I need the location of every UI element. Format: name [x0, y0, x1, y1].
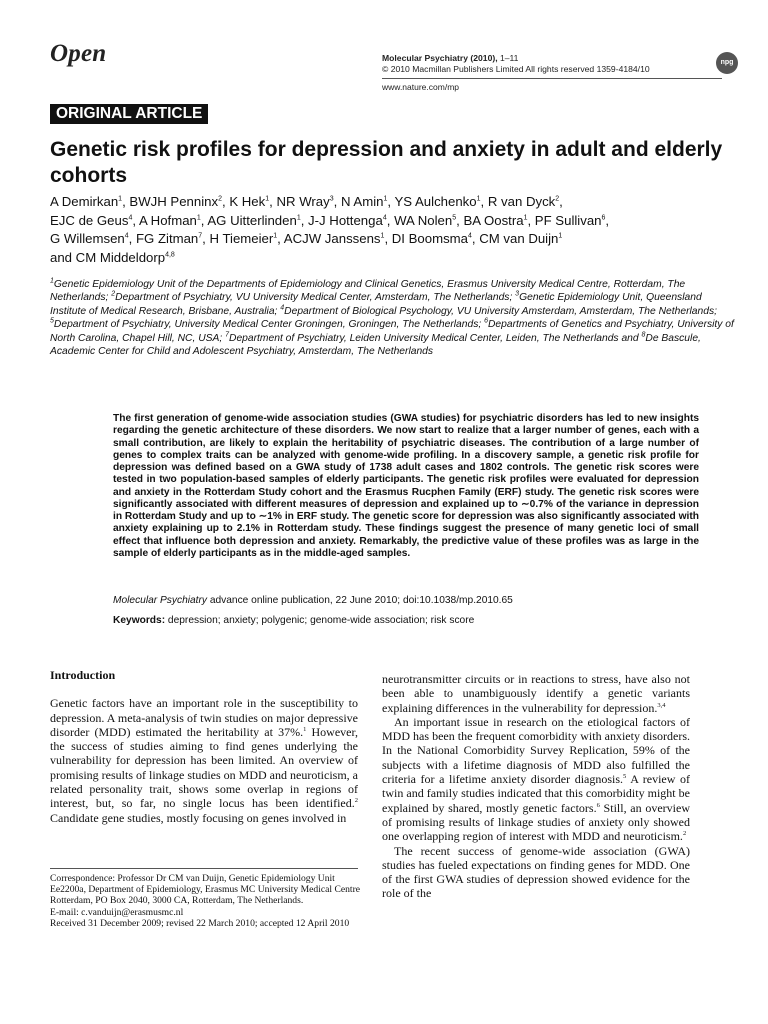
author-name[interactable]: ACJW Janssens — [283, 231, 381, 247]
affiliation-number: 5 — [50, 317, 54, 325]
body-text: An important issue in research on the etiological factors of MDD has been the frequent comorbidity with anxiety disorders. In the National Comorbidity Survey Replication, 59% of the subjects with a lifetime diagnosis of MDD also fulfilled the criteria for a lifetime anxiety disorder diagnosis. — [382, 714, 690, 787]
author-name[interactable]: WA Nolen — [394, 212, 453, 228]
body-text: Genetic factors have an important role in the susceptibility to depression. A meta-analysis of twin studies on major depressive disorder (MDD) estimated the heritability at 37%. — [50, 696, 358, 739]
left-column — [50, 668, 358, 825]
affiliation-mark: 2 — [555, 195, 560, 203]
affiliation-text: Department of Psychiatry, University Medical Center Groningen, Groningen, The Netherlands; — [53, 319, 485, 331]
affiliation-mark: 1 — [118, 195, 123, 203]
reference-mark[interactable]: 2 — [354, 797, 358, 805]
journal-name: Molecular Psychiatry (2010), — [382, 53, 498, 63]
citation-details: advance online publication, 22 June 2010; doi:10.1038/mp.2010.65 — [206, 595, 513, 606]
author-name[interactable]: NR Wray — [276, 194, 330, 209]
correspondence-address: Correspondence: Professor Dr CM van Duijn, Genetic Epidemiology Unit Ee2200a, Department of Epidemiology, Erasmus MC University Medical Centre Rotterdam, PO Box 2040, 3000 CA, Rotterdam, The Netherlands. — [50, 873, 361, 907]
body-paragraph: The recent success of genome-wide association (GWA) studies has fueled expectations on finding genes for MDD. One of the first GWA studies of depression showed evidence for the role of the — [382, 843, 690, 901]
body-paragraph — [382, 672, 690, 715]
author-name[interactable]: H Tiemeier — [209, 231, 274, 247]
footnote-divider — [50, 868, 358, 869]
body-text: A review of twin and family studies indicated that this comorbidity might be explained by shared, mostly genetic factors. — [382, 772, 690, 815]
reference-mark[interactable]: 5 — [623, 773, 627, 781]
affiliation-number: 2 — [111, 290, 116, 298]
journal-url[interactable]: www.nature.com/mp — [382, 82, 459, 92]
author-name[interactable]: N Amin — [340, 194, 384, 209]
author-name[interactable]: AG Uitterlinden — [207, 212, 297, 228]
author-list: A Demirkan$^1$, BWJH Penninx$^2$, K Hek$^1$, NR Wray$^3$, N Amin$^1$, YS Aulchenko$^1$, R van Dyck$^2$, EJC de Geus$^4$, A Hofman$^1$, AG Uitterlinden$^1$, J-J Hottenga$^4$, WA Nolen$^5$, BA Oostra$^1$, PF Sullivan$^6$, G Willemsen$^4$, FG Zitman$^7$, H Tiemeier$^1$, ACJW Janssens$^1$, DI Boomsma$^4$, CM van Duijn$^1$ and CM Middeldorp$^{4,8}$ — [50, 194, 610, 265]
received-dates: Received 31 December 2009; revised 22 March 2010; accepted 12 April 2010 — [50, 917, 350, 929]
affiliation-number: 8 — [641, 331, 646, 339]
author-joiner: and — [50, 249, 76, 265]
affiliation-mark: 3 — [329, 195, 334, 203]
affiliation-mark: 1 — [523, 214, 528, 222]
author-name[interactable]: J-J Hottenga — [308, 212, 383, 228]
abstract: The first generation of genome-wide association studies (GWA studies) for psychiatric disorders has led to new insights regarding the genetic architecture of these disorders. We now start to realize that a larger number of genes, each with a small contribution, are likely to explain the heritability of psychiatric diseases. The contribution of a large number of genes to complex traits can be analyzed with genome-wide profiling. In a discovery sample, a genetic risk profile for depression was defined based on a GWA study of 1738 adult cases and 1802 controls. The genetic risk scores were tested in two population-based samples of elderly participants. The genetic risk profiles were evaluated for depression and anxiety in the Rotterdam Study cohort and the Erasmus Rucphen Family (ERF) study. The genetic risk scores were significantly associated with different measures of depression and explained up to ∼0.7% of the variance in depression in Rotterdam Study and up to ∼1% in ERF study. The genetic score for depression was also significantly associated with anxiety explaining up to 2.1% in Rotterdam study. These findings suggest the presence of many genetic loci of small effect that influence both depression and anxiety. Remarkably, the predictive value of these profiles was as large in the sample of elderly participants as in the middle-aged samples. — [113, 413, 699, 559]
body-text: Still, an overview of promising results of linkage studies of anxiety only showed one overlapping region of interest with MDD and neuroticism. — [382, 800, 690, 844]
affiliation-mark: 1 — [558, 232, 563, 240]
reference-mark[interactable]: 2 — [682, 830, 687, 838]
affiliation-number: 3 — [515, 290, 520, 298]
author-name[interactable]: EJC de Geus — [50, 212, 129, 228]
body-text: neurotransmitter circuits or in reactions to stress, have also not been able to unambiguously identify a genetic variants explaining differences in the vulnerability for depression. — [382, 672, 690, 715]
affiliation-text: Genetic Epidemiology Unit, Queensland Institute of Medical Research, Brisbane, Australia; — [50, 292, 702, 317]
citation-line — [113, 595, 713, 607]
affiliation-text: Department of Biological Psychology, VU University Amsterdam, Amsterdam, The Netherlands; — [284, 305, 717, 317]
body-paragraph — [50, 696, 358, 825]
affiliations — [50, 278, 740, 358]
affiliation-mark: 1 — [383, 195, 388, 203]
affiliation-mark: 4 — [124, 232, 129, 240]
author-name[interactable]: PF Sullivan — [534, 212, 602, 228]
affiliation-number: 4 — [280, 304, 285, 312]
author-name[interactable]: A Hofman — [138, 212, 197, 228]
affiliation-mark: 4 — [128, 214, 133, 222]
affiliation-mark: 1 — [380, 232, 385, 240]
journal-citation-line — [382, 53, 722, 64]
right-column — [382, 672, 690, 901]
reference-mark[interactable]: 3,4 — [657, 701, 666, 709]
section-heading-introduction: Introduction — [50, 668, 116, 682]
affiliation-mark: 2 — [218, 195, 222, 203]
affiliation-mark: 7 — [198, 232, 203, 240]
correspondence-footnote — [50, 873, 362, 929]
author-name[interactable]: BWJH Penninx — [129, 194, 219, 209]
affiliation-text: De Bascule, Academic Center for Child and Adolescent Psychiatry, Amsterdam, The Netherlands — [50, 332, 701, 358]
affiliation-mark: 1 — [476, 195, 481, 203]
open-access-logo: Open — [50, 40, 107, 67]
affiliation-mark: 4,8 — [165, 251, 175, 259]
journal-info — [382, 53, 722, 75]
body-text: Candidate gene studies, mostly focusing on genes involved in — [50, 810, 347, 825]
affiliation-mark: 6 — [601, 214, 606, 222]
reference-mark[interactable]: 1 — [303, 725, 307, 733]
affiliation-mark: 4 — [467, 232, 472, 240]
author-name[interactable]: BA Oostra — [463, 212, 524, 228]
keywords-text: depression; anxiety; polygenic; genome-wide association; risk score — [165, 615, 475, 626]
author-name[interactable]: G Willemsen — [50, 231, 125, 247]
keywords-label: Keywords: — [113, 615, 166, 626]
article-type-label: ORIGINAL ARTICLE — [50, 104, 208, 124]
affiliation-text: Department of Psychiatry, VU University Medical Center, Amsterdam, The Netherlands; — [115, 292, 516, 304]
author-name[interactable]: CM Middeldorp — [75, 249, 166, 265]
affiliation-number: 1 — [50, 277, 54, 285]
affiliation-mark: 1 — [273, 232, 278, 240]
author-name[interactable]: FG Zitman — [135, 231, 199, 247]
journal-pages: 1–11 — [497, 53, 519, 63]
author-name[interactable]: DI Boomsma — [391, 231, 468, 247]
affiliation-mark: 1 — [196, 214, 201, 222]
affiliation-text: Department of Psychiatry, Leiden University Medical Center, Leiden, The Netherlands and — [229, 332, 642, 344]
affiliation-text: Genetic Epidemiology Unit of the Departments of Epidemiology and Clinical Genetics, Erasmus University Medical Centre, Rotterdam, The Netherlands; — [50, 279, 686, 304]
affiliation-number: 7 — [225, 331, 230, 339]
npg-logo-icon: npg — [716, 52, 738, 74]
author-name[interactable]: K Hek — [229, 194, 266, 209]
affiliation-mark: 1 — [296, 214, 301, 222]
author-name[interactable]: A Demirkan — [50, 194, 119, 209]
article-title: Genetic risk profiles for depression and anxiety in adult and elderly cohorts — [50, 138, 723, 187]
affiliation-number: 6 — [484, 317, 488, 325]
header-divider — [382, 78, 722, 79]
body-text: However, the success of studies aiming to find genes underlying the vulnerability for depression has been limited. An overview of promising results of linkage studies on MDD and neuroticism, a related personality trait, shows some overlap in regions of interest, but, so far, no single locus has been identified. — [50, 724, 358, 811]
correspondence-email[interactable]: E-mail: c.vanduijn@erasmusmc.nl — [50, 906, 184, 918]
reference-mark[interactable]: 6 — [596, 801, 600, 809]
citation-journal: Molecular Psychiatry — [113, 595, 207, 606]
copyright-line: © 2010 Macmillan Publishers Limited All rights reserved 1359-4184/10 — [382, 64, 650, 74]
affiliation-mark: 1 — [265, 195, 270, 203]
author-name[interactable]: YS Aulchenko — [394, 194, 477, 209]
author-name[interactable]: R van Dyck — [487, 194, 556, 209]
affiliation-mark: 4 — [382, 214, 387, 222]
body-paragraph — [382, 715, 690, 844]
affiliation-text: Departments of Genetics and Psychiatry, University of North Carolina, Chapel Hill, NC, USA; — [50, 319, 734, 344]
keywords-line — [113, 615, 713, 627]
affiliation-mark: 5 — [452, 214, 457, 222]
author-name[interactable]: CM van Duijn — [479, 231, 559, 247]
